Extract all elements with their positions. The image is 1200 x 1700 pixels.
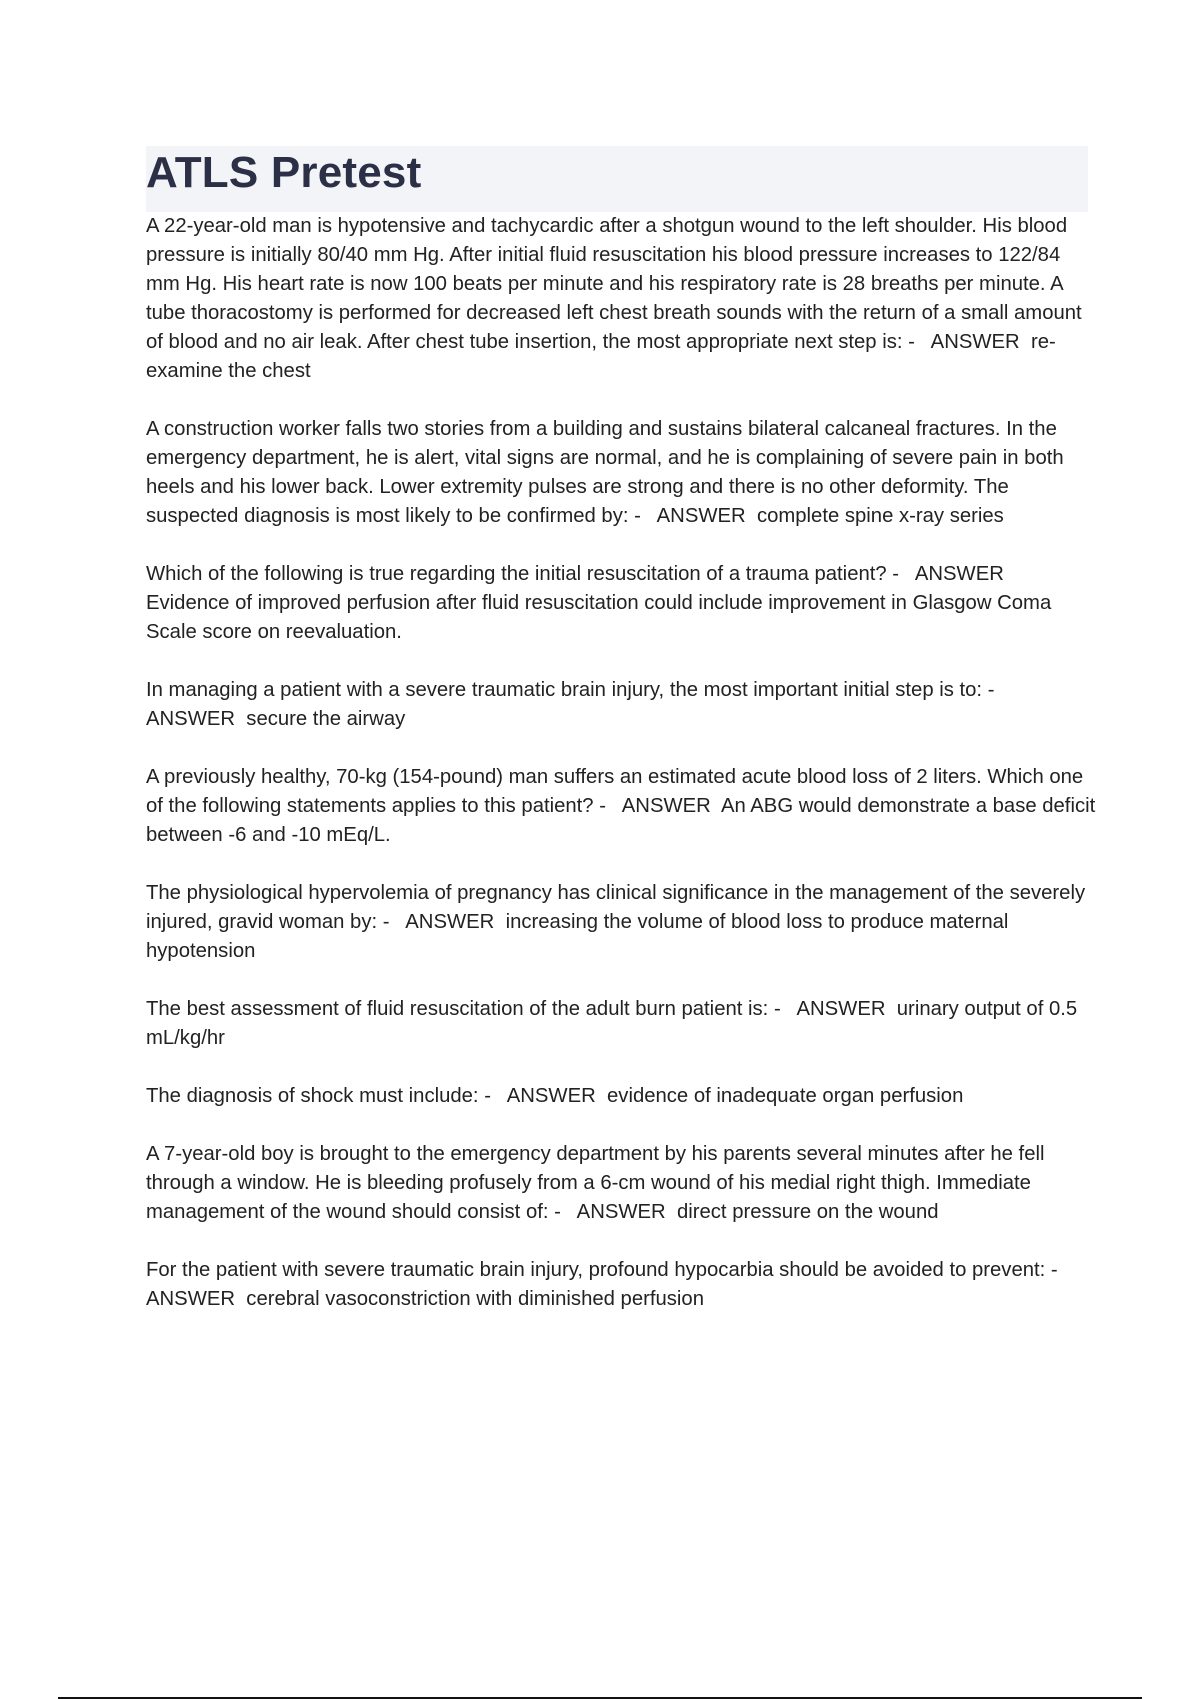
qa-question: The diagnosis of shock must include: bbox=[146, 1085, 479, 1107]
page-title: ATLS Pretest bbox=[146, 148, 422, 197]
answer-marker: - ANSWER bbox=[548, 1201, 677, 1223]
qa-question: The physiological hypervolemia of pregnancy has clinical significance in the management of the severely injured, gravid woman by: bbox=[146, 882, 1091, 933]
qa-list bbox=[146, 212, 1101, 1343]
qa-question: In managing a patient with a severe traumatic brain injury, the most important initial step is to: bbox=[146, 679, 983, 701]
qa-item bbox=[146, 1256, 1096, 1314]
qa-item bbox=[146, 676, 1096, 734]
qa-answer: urinary output of 0.5 mL/kg/hr bbox=[146, 998, 1083, 1049]
qa-item bbox=[146, 212, 1096, 386]
qa-item bbox=[146, 1140, 1096, 1227]
qa-answer: increasing the volume of blood loss to produce maternal hypotension bbox=[146, 911, 1015, 962]
qa-question: For the patient with severe traumatic brain injury, profound hypocarbia should be avoided to prevent: bbox=[146, 1259, 1046, 1281]
answer-marker: - ANSWER bbox=[146, 679, 1011, 730]
footer-divider bbox=[58, 1697, 1142, 1699]
answer-marker: - ANSWER bbox=[628, 505, 757, 527]
qa-question: The best assessment of fluid resuscitation of the adult burn patient is: bbox=[146, 998, 769, 1020]
qa-item bbox=[146, 560, 1096, 647]
answer-marker: - ANSWER bbox=[902, 331, 1031, 353]
qa-question: A construction worker falls two stories from a building and sustains bilateral calcaneal fractures. In the emergency department, he is alert, vital signs are normal, and he is complaining of severe pain in both heels and his lower back. Lower extremity pulses are strong and there is no other deformity. The suspected diagnosis is most likely to be confirmed by: bbox=[146, 418, 1070, 527]
qa-question: A previously healthy, 70-kg (154-pound) man suffers an estimated acute blood loss of 2 liters. Which one of the following statements applies to this patient? bbox=[146, 766, 1089, 817]
qa-item bbox=[146, 415, 1096, 531]
answer-marker: - ANSWER bbox=[146, 1259, 1074, 1310]
answer-marker: - ANSWER bbox=[593, 795, 721, 817]
qa-item bbox=[146, 995, 1096, 1053]
qa-answer: re-examine the chest bbox=[146, 331, 1056, 382]
answer-marker: - ANSWER bbox=[377, 911, 506, 933]
qa-item bbox=[146, 879, 1096, 966]
answer-marker: - ANSWER bbox=[768, 998, 897, 1020]
qa-answer: An ABG would demonstrate a base deficit between -6 and -10 mEq/L. bbox=[146, 795, 1101, 846]
qa-answer: complete spine x-ray series bbox=[756, 505, 1004, 527]
qa-question: A 22-year-old man is hypotensive and tachycardic after a shotgun wound to the left shoulder. His blood pressure is initially 80/40 mm Hg. After initial fluid resuscitation his blood pressure increases to 122/84 mm Hg. His heart rate is now 100 beats per minute and his respiratory rate is 28 breaths per minute. A tube thoracostomy is performed for decreased left chest breath sounds with the return of a small amount of blood and no air leak. After chest tube insertion, the most appropriate next step is: bbox=[146, 215, 1088, 353]
qa-question: Which of the following is true regarding the initial resuscitation of a trauma patient? bbox=[146, 563, 887, 585]
qa-answer: cerebral vasoconstriction with diminished perfusion bbox=[246, 1288, 704, 1310]
qa-item bbox=[146, 763, 1101, 850]
qa-answer: direct pressure on the wound bbox=[676, 1201, 939, 1223]
qa-answer: Evidence of improved perfusion after fluid resuscitation could include improvement in Glasgow Coma Scale score on reevaluation. bbox=[146, 592, 1057, 643]
qa-answer: evidence of inadequate organ perfusion bbox=[607, 1085, 964, 1107]
answer-marker: - ANSWER bbox=[478, 1085, 608, 1107]
answer-marker: - ANSWER bbox=[886, 563, 1016, 585]
qa-item bbox=[146, 1082, 1096, 1111]
qa-answer: secure the airway bbox=[246, 708, 406, 730]
qa-question: A 7-year-old boy is brought to the emergency department by his parents several minutes after he fell through a window. He is bleeding profusely from a 6-cm wound of his medial right thigh. Immediate management of the wound should consist of: bbox=[146, 1143, 1051, 1223]
